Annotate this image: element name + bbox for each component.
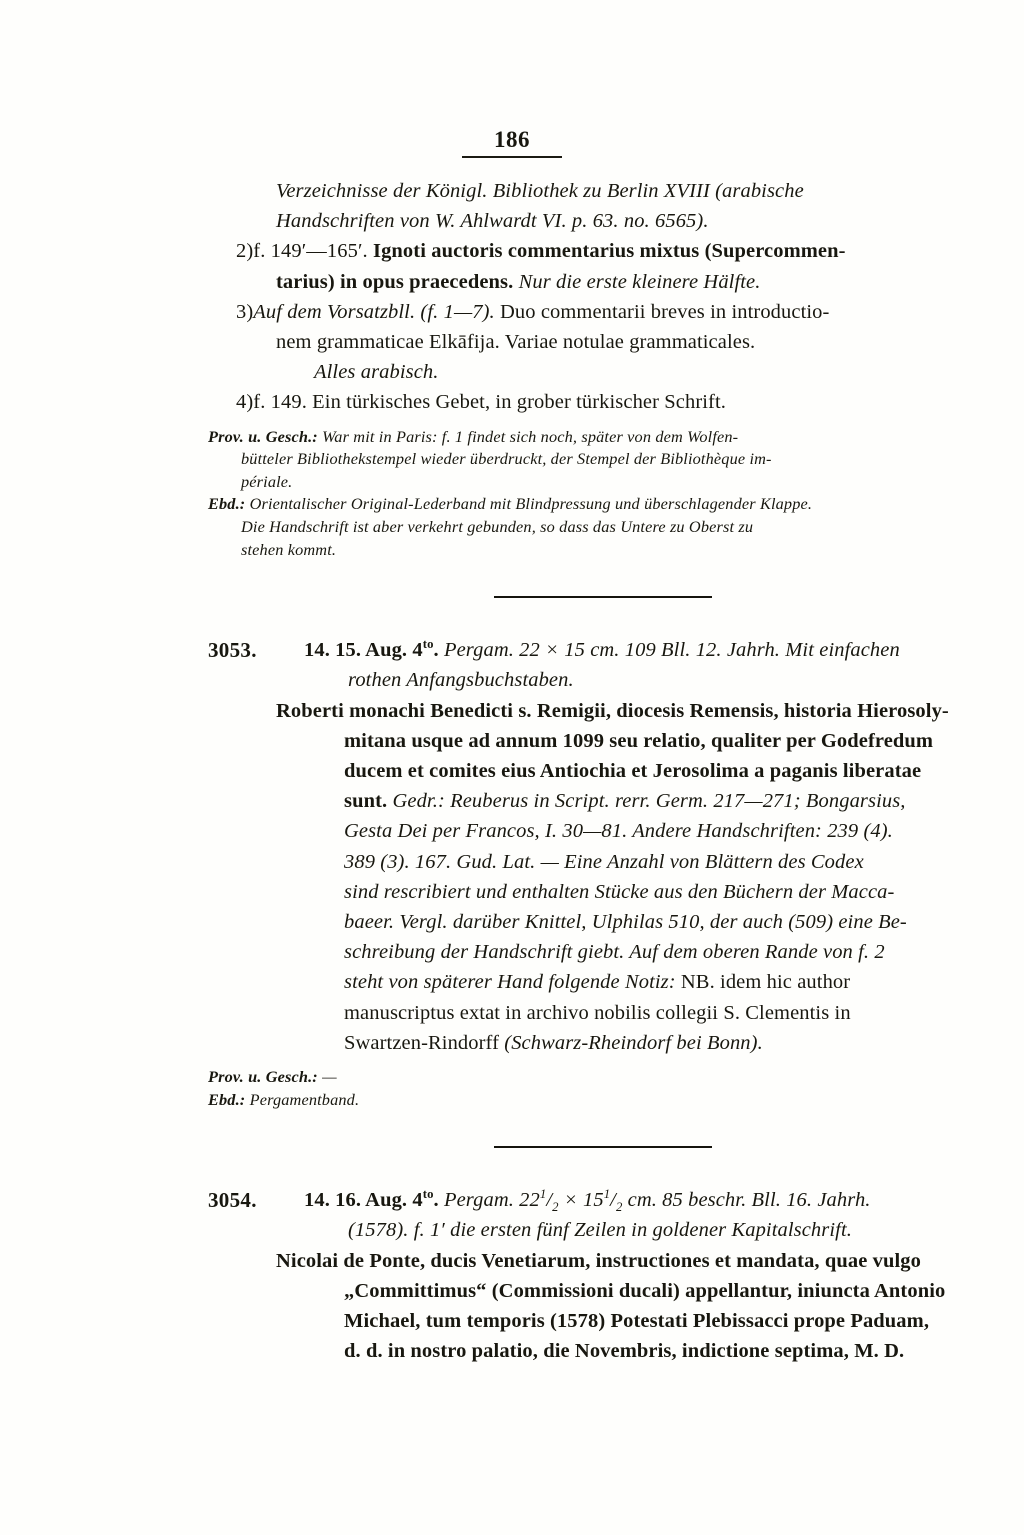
catalogue-entry-3053 (208, 635, 998, 1111)
item-2-text-b: tarius) in opus praecedens. (276, 270, 514, 293)
ebd-text-1: Orientalischer Original-Lederband mit Blindpressung und überschlagender Klappe. (245, 494, 813, 514)
entry-3054-material-a: Pergam. 22 (443, 1189, 540, 1212)
provenance-notes-3053 (208, 1066, 998, 1111)
body-segment: NB. idem hic author (680, 971, 851, 994)
item-2-line-1 (208, 236, 998, 266)
prov-line-3053 (208, 1066, 998, 1089)
entry-3054-frac2-slash: / (610, 1189, 616, 1212)
citation-line-2: Handschriften von W. Ahlwardt VI. p. 63. no. 6565). (276, 210, 709, 233)
folio-block (0, 128, 1024, 158)
item-2-text-a: Ignoti auctoris commentarius mixtus (Supercommen- (367, 240, 846, 263)
item-2-marker: 2) (236, 240, 254, 263)
entry-3053-body-line-7: sind rescribiert und enthalten Stücke aus den Büchern der Macca- (344, 880, 895, 903)
ebd-line-3053 (208, 1089, 998, 1112)
item-2 (208, 236, 998, 296)
body-segment: Swartzen-Rindorff (344, 1031, 505, 1054)
entry-3054-body-line-4: d. d. in nostro palatio, die Novembris, indictione septima, M. D. (344, 1340, 905, 1363)
entry-3053-body-line-5: Gesta Dei per Francos, I. 30—81. Andere Handschriften: 239 (4). (344, 820, 893, 843)
ebd-line-1 (208, 493, 998, 516)
separator-gap-bottom-1 (208, 605, 998, 635)
item-3 (208, 297, 998, 388)
entry-3053-body-line-10 (276, 967, 998, 997)
body-segment: ducem et comites eius Antiochia et Jerosolima a paganis liberatae (344, 760, 922, 782)
prov-label: Prov. u. Gesch.: (208, 426, 318, 446)
separator-gap-top-2 (208, 1111, 998, 1137)
ebd-line-2: Die Handschrift ist aber verkehrt gebunden, so dass das Untere zu Oberst zu (241, 517, 754, 536)
item-4 (208, 387, 998, 417)
citation-line-1: Verzeichnisse der Königl. Bibliothek zu Berlin XVIII (arabische (276, 180, 804, 202)
entry-3053-head-line-1 (208, 635, 998, 665)
item-3-marker: 3) (236, 300, 254, 323)
entry-number-3054: 3054. (208, 1188, 257, 1213)
body-segment-italic: steht von späterer Hand folgende Notiz: (344, 971, 681, 994)
entry-3053-body-line-1 (276, 696, 998, 726)
page-number: 186 (462, 128, 562, 158)
ebd-text: Pergamentband. (245, 1089, 360, 1109)
item-2-line-2 (208, 267, 998, 297)
entry-3054-material-b: 15 (582, 1189, 604, 1212)
entry-3053-body-line-6: 389 (3). 167. Gud. Lat. — Eine Anzahl von Blättern des Codex (344, 850, 864, 873)
item-3-line-2: nem grammaticae Elkāfija. Variae notulae grammaticales. (276, 331, 756, 354)
ebd-label: Ebd.: (208, 494, 246, 514)
separator-gap-bottom-2 (208, 1155, 998, 1185)
body-segment: Roberti monachi Benedicti s. Remigii, diocesis Remensis, historia Hierosoly- (276, 699, 949, 722)
prov-line-2: bütteler Bibliothekstempel wieder überdruckt, der Stempel der Bibliothèque im- (241, 449, 772, 469)
horizontal-rule (494, 1146, 712, 1148)
entry-3053-body-line-3 (276, 756, 998, 786)
header-citation (208, 176, 998, 236)
entry-3053-head-sep: . (433, 639, 444, 662)
prov-label: Prov. u. Gesch.: (208, 1067, 318, 1087)
entry-3054-head-line-2: (1578). f. 1′ die ersten fünf Zeilen in goldener Kapitalschrift. (348, 1219, 852, 1242)
prov-text-1: War mit in Paris: f. 1 findet sich noch, später von dem Wolfen- (317, 426, 739, 446)
ebd-line-3: stehen kommt. (241, 539, 337, 559)
entry-3054-shelfmark: 14. 16. Aug. 4 (304, 1189, 423, 1212)
entry-3053-shelfmark: 14. 15. Aug. 4 (304, 639, 423, 662)
item-3-ref: Auf dem Vorsatzbll. (f. 1—7). (253, 300, 495, 323)
body-segment: mitana usque ad annum 1099 seu relatio, qualiter per Godefredum (344, 729, 934, 752)
entry-3053-format-sup: to (422, 637, 434, 652)
entry-3054-format-sup: to (422, 1187, 434, 1202)
entry-3054-body-line-3: Michael, tum temporis (1578) Potestati Plebissacci prope Paduam, (344, 1310, 930, 1333)
entry-3053-body-line-8: baeer. Vergl. darüber Knittel, Ulphilas 510, der auch (509) eine Be- (344, 911, 907, 934)
entry-3054-frac2-denominator: 2 (615, 1200, 623, 1215)
section-separator-1 (208, 587, 998, 605)
item-4-text: f. 149. Ein türkisches Gebet, in grober türkischer Schrift. (253, 391, 727, 414)
entry-3054-body-line-1: Nicolai de Ponte, ducis Venetiarum, instructiones et mandata, quae vulgo (276, 1249, 921, 1272)
separator-gap-top-1 (208, 561, 998, 587)
entry-3053-material-b: 15 cm. 109 Bll. 12. Jahrh. Mit einfachen (564, 639, 900, 662)
prov-line-1 (208, 426, 998, 449)
entry-3053-head-line-2: rothen Anfangsbuchstaben. (348, 669, 574, 692)
item-3-text-a: Duo commentarii breves in introductio- (494, 300, 830, 323)
entry-3054-frac1-denominator: 2 (552, 1200, 559, 1215)
item-4-line-1 (208, 387, 998, 417)
body-segment: sunt. (344, 790, 393, 813)
entry-3053-body-line-12 (276, 1028, 998, 1058)
item-3-line-1 (208, 297, 998, 327)
item-2-note: Nur die erste kleinere Hälfte. (513, 270, 761, 293)
entry-3053-body-line-11: manuscriptus extat in archivo nobilis collegii S. Clementis in (344, 1001, 851, 1024)
body-segment-italic: (Schwarz-Rheindorf bei Bonn). (504, 1031, 763, 1054)
entry-3054-head-sep: . (433, 1189, 444, 1212)
horizontal-rule (494, 596, 712, 598)
entry-3054-frac2-numerator: 1 (603, 1187, 611, 1202)
entry-3053-body-line-4 (276, 786, 998, 816)
section-separator-2 (208, 1137, 998, 1155)
ebd-label: Ebd.: (208, 1089, 246, 1109)
entry-3053-dimension-times: × (539, 639, 565, 662)
entry-3054-frac1-slash: / (546, 1189, 553, 1212)
body-segment-italic: Gedr.: Reuberus in Script. rerr. Germ. 217—271; Bongarsius, (392, 790, 906, 813)
entry-3053-material-a: Pergam. 22 (443, 639, 540, 662)
entry-3054-material-c: cm. 85 beschr. Bll. 16. Jahrh. (622, 1189, 871, 1212)
prov-text: — (317, 1067, 337, 1087)
entry-number-3053: 3053. (208, 638, 257, 663)
entry-3054-dimension-times: × (558, 1189, 583, 1212)
entry-3054-body-line-2: „Committimus“ (Commissioni ducali) appellantur, iniuncta Antonio (344, 1279, 946, 1302)
entry-3053-body-line-9: schreibung der Handschrift giebt. Auf dem oberen Rande von f. 2 (344, 941, 885, 964)
catalogue-entry-3054 (208, 1185, 998, 1366)
entry-3053-body (208, 696, 998, 1058)
entry-3054-body (208, 1246, 998, 1367)
entry-3053-body-line-2 (276, 726, 998, 756)
provenance-notes-1 (208, 426, 998, 562)
text-column (208, 176, 998, 1366)
item-4-marker: 4) (236, 391, 254, 414)
item-3-line-3: Alles arabisch. (314, 361, 439, 384)
prov-line-3: périale. (241, 471, 293, 491)
entry-3054-head-line-1 (208, 1185, 998, 1215)
entry-3054-frac1-numerator: 1 (539, 1187, 547, 1202)
item-2-folio-range: f. 149′—165′. (253, 240, 368, 263)
